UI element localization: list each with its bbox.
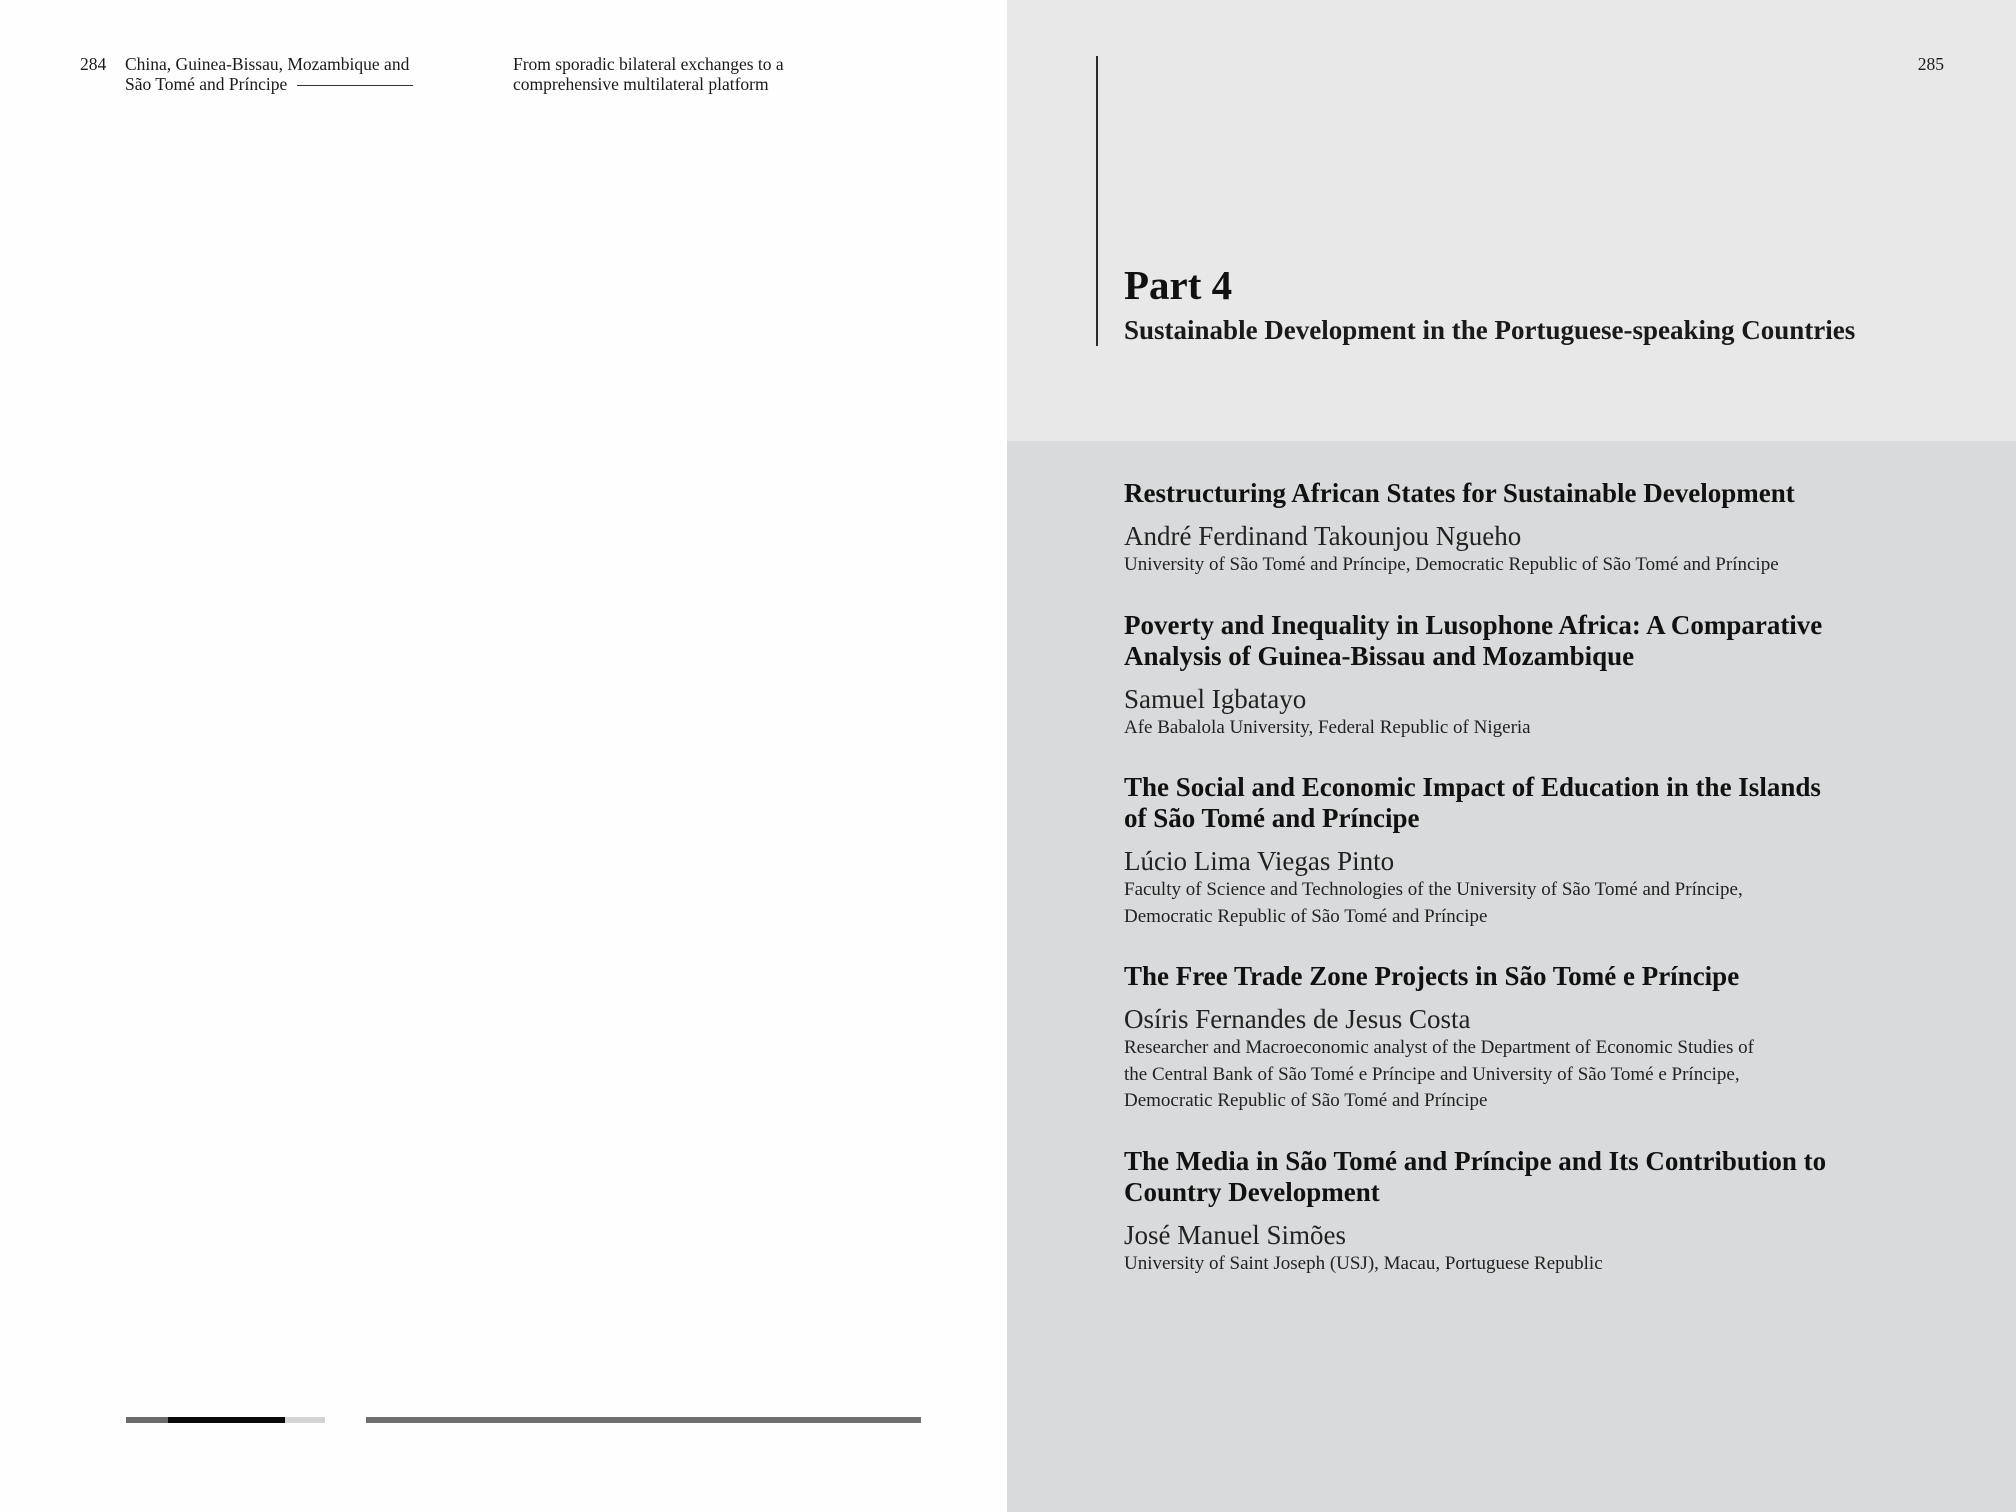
- left-page: [0, 0, 1007, 1512]
- contents-entry: [1124, 961, 1904, 1115]
- entry-title: [1124, 610, 1904, 672]
- entry-affiliation-line: University of Saint Joseph (USJ), Macau, Portuguese Republic: [1124, 1252, 1603, 1274]
- part-contents-list: [1124, 478, 1904, 1277]
- running-head-section-line: From sporadic bilateral exchanges to a: [513, 54, 784, 74]
- running-head-section-line: comprehensive multilateral platform: [513, 74, 769, 94]
- entry-author: José Manuel Simões: [1124, 1219, 1346, 1250]
- entry-title: [1124, 1146, 1904, 1208]
- entry-title: [1124, 961, 1904, 992]
- running-head-chapter: [125, 54, 455, 94]
- contents-entry: [1124, 1146, 1904, 1278]
- running-head-rule: [297, 85, 413, 86]
- entry-affiliation: [1124, 1035, 1904, 1115]
- entry-affiliation: [1124, 877, 1904, 930]
- entry-title-line: The Social and Economic Impact of Education in the Islands: [1124, 772, 1821, 802]
- entry-affiliation-line: University of São Tomé and Príncipe, Democratic Republic of São Tomé and Príncipe: [1124, 554, 1779, 575]
- chapter-progress-segment-grey: [126, 1417, 168, 1423]
- entry-affiliation: [1124, 552, 1904, 579]
- running-head-section: [513, 54, 843, 94]
- entry-title-line: Country Development: [1124, 1176, 1380, 1207]
- entry-author: Lúcio Lima Viegas Pinto: [1124, 846, 1395, 876]
- entry-title-line: Poverty and Inequality in Lusophone Africa: A Comparative: [1124, 609, 1823, 640]
- right-page-number: 285: [1917, 54, 1944, 74]
- entry-title: [1124, 772, 1904, 834]
- entry-title: [1124, 478, 1904, 509]
- running-head-chapter-line: São Tomé and Príncipe: [125, 74, 288, 94]
- part-label: Part 4: [1124, 262, 1233, 308]
- running-head-chapter-line-with-rule: [125, 74, 455, 94]
- entry-author: Osíris Fernandes de Jesus Costa: [1124, 1004, 1471, 1034]
- entry-author: Samuel Igbatayo: [1124, 683, 1307, 714]
- entry-title-line: Restructuring African States for Sustainable Development: [1124, 478, 1795, 508]
- entry-affiliation: [1124, 715, 1904, 742]
- entry-affiliation-line: Faculty of Science and Technologies of the University of São Tomé and Príncipe,: [1124, 879, 1743, 900]
- entry-affiliation-line: Researcher and Macroeconomic analyst of the Department of Economic Studies of: [1124, 1037, 1754, 1058]
- entry-affiliation: [1124, 1251, 1904, 1278]
- entry-affiliation-line: Afe Babalola University, Federal Republic of Nigeria: [1124, 716, 1531, 738]
- entry-title-line: The Media in São Tomé and Príncipe and Its Contribution to: [1124, 1145, 1827, 1176]
- entry-title-line: The Free Trade Zone Projects in São Tomé e Príncipe: [1124, 961, 1740, 991]
- part-title: Sustainable Development in the Portuguese-speaking Countries: [1124, 315, 1856, 345]
- entry-affiliation-line: Democratic Republic of São Tomé and Príncipe: [1124, 905, 1488, 927]
- chapter-progress-bar: [126, 1417, 325, 1423]
- entry-affiliation-line: the Central Bank of São Tomé e Príncipe and University of São Tomé e Príncipe,: [1124, 1063, 1740, 1085]
- entry-author: André Ferdinand Takounjou Ngueho: [1124, 521, 1522, 551]
- entry-title-line: of São Tomé and Príncipe: [1124, 803, 1420, 833]
- part-header-band: [1007, 0, 2016, 441]
- entry-title-line: Analysis of Guinea-Bissau and Mozambique: [1124, 640, 1635, 671]
- contents-entry: [1124, 478, 1904, 579]
- right-page: [1007, 0, 2016, 1512]
- chapter-progress-segment-black: [168, 1417, 285, 1423]
- contents-entry: [1124, 772, 1904, 930]
- left-page-number: 284: [80, 54, 107, 74]
- section-progress-bar: [366, 1417, 921, 1423]
- contents-entry: [1124, 610, 1904, 742]
- running-head-chapter-line: China, Guinea-Bissau, Mozambique and: [125, 54, 410, 74]
- entry-affiliation-line: Democratic Republic of São Tomé and Príncipe: [1124, 1090, 1488, 1111]
- part-vertical-rule: [1096, 56, 1098, 346]
